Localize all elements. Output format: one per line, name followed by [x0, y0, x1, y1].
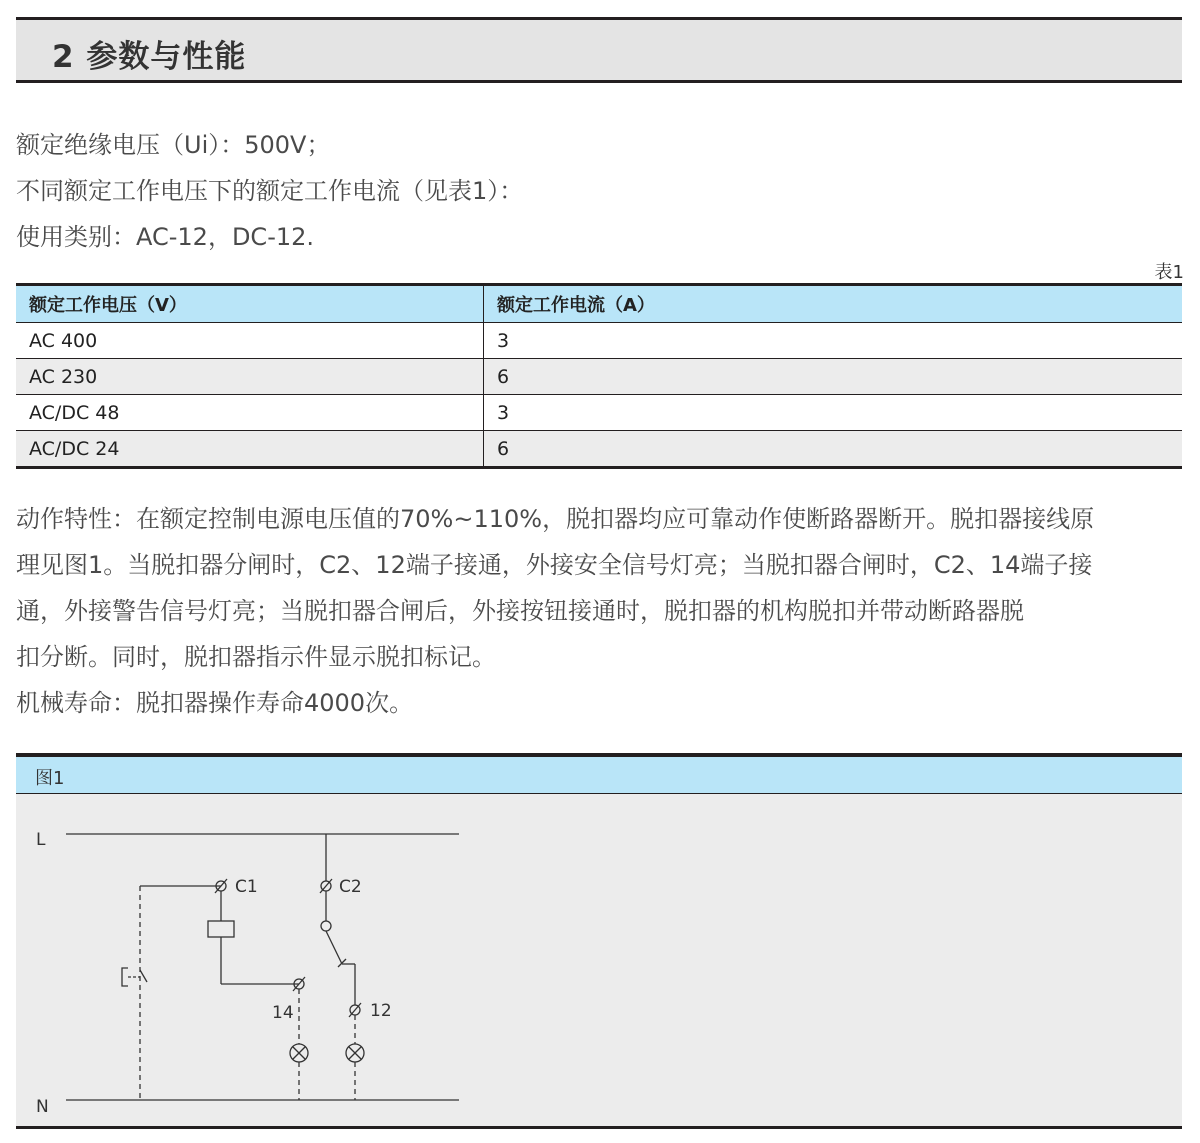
table-header-row: [16, 285, 1182, 323]
cell-voltage: AC 400: [16, 323, 484, 359]
coil-icon: [208, 921, 234, 937]
section-header: [16, 17, 1182, 83]
cell-current: 6: [484, 431, 1183, 468]
body-line: 通，外接警告信号灯亮；当脱扣器合闸后，外接按钮接通时，脱扣器的机构脱扣并带动断路器脱: [16, 597, 1024, 625]
figure-caption-bar: [16, 757, 1182, 794]
warning-lamp-icon: [290, 1044, 308, 1062]
utilization-category-line: 使用类别：AC-12，DC-12.: [16, 223, 315, 251]
label-c2: C2: [339, 877, 362, 897]
section-title: 2 参数与性能: [52, 39, 247, 75]
table-row: [16, 395, 1182, 431]
table-row: [16, 323, 1182, 359]
label-neutral: N: [36, 1097, 49, 1117]
mechanical-life-line: 机械寿命：脱扣器操作寿命4000次。: [16, 689, 414, 717]
cell-voltage: AC 230: [16, 359, 484, 395]
table-caption: 表1: [1154, 262, 1184, 283]
cell-voltage: AC/DC 24: [16, 431, 484, 468]
terminal-c2-icon: [320, 879, 332, 893]
header-voltage: 额定工作电压（V）: [16, 285, 484, 323]
aux-contact-stop: [338, 959, 346, 967]
aux-contact-blade: [326, 931, 342, 964]
label-c1: C1: [235, 877, 258, 897]
body-line: 理见图1。当脱扣器分闸时，C2、12端子接通，外接安全信号灯亮；当脱扣器合闸时，C2、14端子接: [16, 551, 1093, 579]
header-current: 额定工作电流（A）: [484, 285, 1183, 323]
terminal-12-icon: [349, 1003, 361, 1017]
table-row: [16, 359, 1182, 395]
push-button-icon: [122, 968, 147, 986]
table-row: [16, 431, 1182, 468]
aux-contact-pivot-icon: [321, 921, 331, 931]
figure-caption: 图1: [35, 768, 65, 789]
operation-description: [16, 496, 1186, 726]
rated-current-line: 不同额定工作电压下的额定工作电流（见表1）：: [16, 177, 524, 205]
rating-table: [16, 283, 1182, 469]
cell-current: 6: [484, 359, 1183, 395]
insulation-voltage-line: 额定绝缘电压（Ui）：500V；: [16, 131, 331, 159]
body-line: 动作特性：在额定控制电源电压值的70%~110%，脱扣器均应可靠动作使断路器断开。脱扣器接线原: [16, 505, 1095, 533]
label-12: 12: [370, 1001, 392, 1021]
intro-paragraph: [16, 122, 1186, 260]
body-line: 扣分断。同时，脱扣器指示件显示脱扣标记。: [16, 643, 496, 671]
cell-voltage: AC/DC 48: [16, 395, 484, 431]
cell-current: 3: [484, 395, 1183, 431]
figure-1: [16, 753, 1182, 1129]
safety-lamp-icon: [346, 1044, 364, 1062]
cell-current: 3: [484, 323, 1183, 359]
label-14: 14: [272, 1003, 294, 1023]
label-line: L: [36, 830, 46, 850]
wiring-diagram: [16, 794, 1182, 1126]
